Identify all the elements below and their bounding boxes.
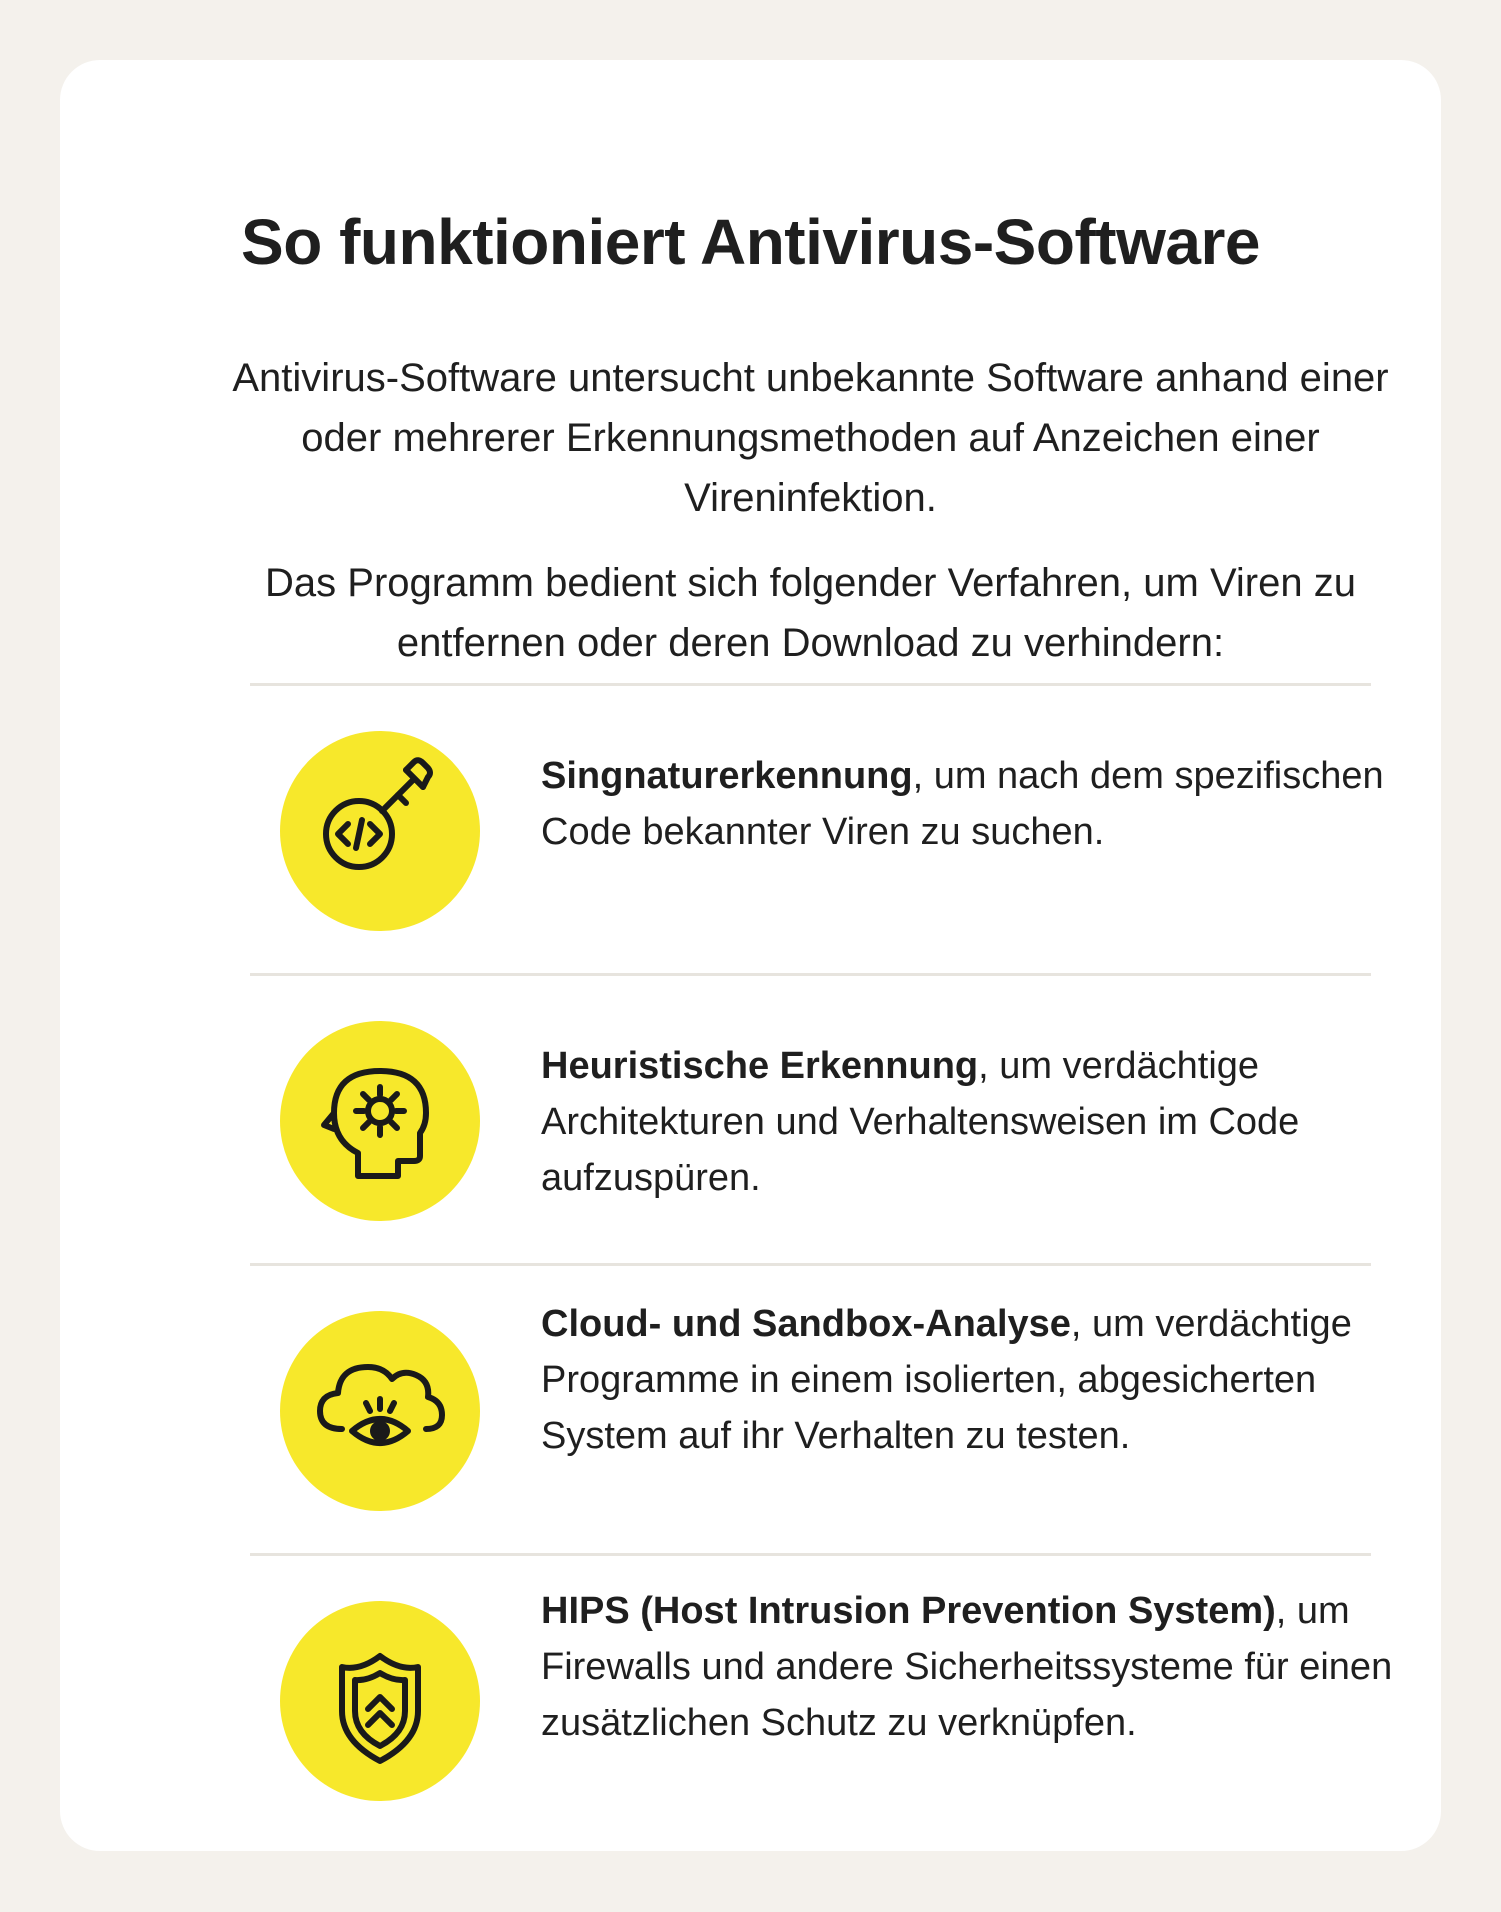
- cloud-eye-icon: [280, 1311, 480, 1511]
- info-card: [60, 60, 1441, 1851]
- method-title: Cloud- und Sandbox-Analyse: [541, 1303, 1071, 1345]
- method-item: [541, 1583, 1421, 1751]
- divider: [250, 973, 1371, 976]
- divider: [250, 683, 1371, 686]
- method-description: , um verdächtige Programme in einem isolierten, abgesicherten System auf ihr Verhalten zu testen.: [541, 1303, 1352, 1457]
- intro-paragraph: Antivirus-Software untersucht unbekannte Software anhand einer oder mehrerer Erkennungsmethoden auf Anzeichen einer Vireninfektion.: [232, 356, 1389, 520]
- divider: [250, 1553, 1371, 1556]
- method-item: [541, 1038, 1421, 1206]
- divider: [250, 1263, 1371, 1266]
- shield-chevron-icon: [280, 1601, 480, 1801]
- code-magnifier-icon: [280, 731, 480, 931]
- method-title: HIPS (Host Intrusion Prevention System): [541, 1590, 1276, 1632]
- head-gear-icon: [280, 1021, 480, 1221]
- method-title: Heuristische Erkennung: [541, 1045, 979, 1087]
- method-description: , um nach dem spezifischen Code bekannter Viren zu suchen.: [541, 755, 1384, 853]
- method-description: , um verdächtige Architekturen und Verhaltensweisen im Code aufzuspüren.: [541, 1045, 1300, 1199]
- method-item: [541, 748, 1421, 860]
- method-item: [541, 1296, 1421, 1464]
- page-title: So funktioniert Antivirus-Software: [241, 206, 1260, 278]
- intro-paragraph: Das Programm bedient sich folgender Verfahren, um Viren zu entfernen oder deren Download zu verhindern:: [265, 561, 1356, 665]
- method-description: , um Firewalls und andere Sicherheitssysteme für einen zusätzlichen Schutz zu verknüpfen.: [541, 1590, 1393, 1744]
- method-title: Singnaturerkennung: [541, 755, 913, 797]
